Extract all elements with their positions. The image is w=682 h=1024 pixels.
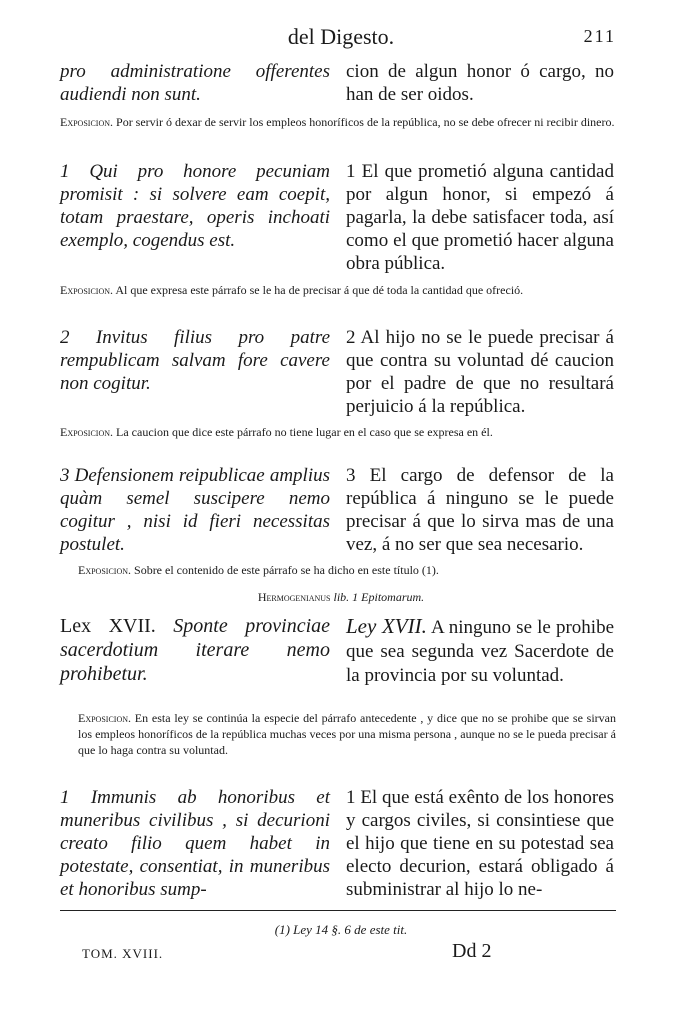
- lex-text-latin: Sponte provinciae sacerdotium iterare nemo prohibetur.: [60, 615, 331, 685]
- footnote-text: (1) Ley 14 §. 6 de este tit.: [274, 922, 408, 937]
- exposicion-label: Exposicion.: [60, 115, 114, 129]
- latin-text-2: 2 Invitus filius pro patre rempublicam salvam fore cavere non cogitur.: [60, 327, 330, 394]
- footnote-divider: [60, 910, 616, 911]
- source-attribution: [0, 590, 682, 605]
- latin-text-4: [60, 614, 330, 686]
- exposicion-label: Exposicion.: [60, 283, 114, 297]
- running-header-title: del Digesto.: [287, 24, 395, 49]
- latin-text-5: 1 Immunis ab honoribus et muneribus civilibus , si decurioni creato filio quem habet in potestate, consentiat, in muneribus et honoribus sump-: [60, 787, 330, 900]
- spanish-text-1: 1 El que prometió alguna cantidad por algun honor, si empezó á pagarla, la debe satisfacer toda, así como el que prometió hacer alguna obra pública.: [346, 161, 614, 274]
- signature-mark: Dd 2: [452, 940, 492, 962]
- spanish-text-2: 2 Al hijo no se le puede precisar á que contra su voluntad dé caucion por el padre de que no resultará perjuicio á la república.: [346, 327, 614, 417]
- exposicion-text: Por servir ó dexar de servir los empleos honoríficos de la república, no se debe ofrecer ni recibir dinero.: [116, 115, 615, 129]
- exposicion-label: Exposicion.: [60, 425, 114, 439]
- footnote: [0, 922, 682, 938]
- exposicion-3: [78, 562, 616, 578]
- spanish-text-5: 1 El que está exênto de los honores y cargos civiles, si consintiese que el hijo que tiene en su potestad sea electo decurion, estará obligado á subministrar al hijo lo ne-: [346, 787, 614, 900]
- page-number: 211: [583, 26, 616, 46]
- exposicion-text: En esta ley se continúa la especie del párrafo antecedente , y dice que no se prohibe que se sirvan los empleos honoríficos de la república muchas veces por una misma persona , aunque no se le pueda precisar á que lo haga contra su voluntad.: [78, 711, 616, 757]
- spanish-text-4: [346, 614, 614, 688]
- exposicion-text: Sobre el contenido de este párrafo se ha dicho en este título (1).: [134, 563, 439, 577]
- lex-heading-spanish: Ley XVII.: [346, 614, 427, 638]
- latin-text-0: pro administratione offerentes audiendi non sunt.: [60, 61, 330, 105]
- source-author: Hermogenianus: [257, 590, 331, 604]
- exposicion-2: [60, 424, 616, 440]
- exposicion-0: [60, 114, 616, 130]
- lex-text-spanish: A ninguno se le prohibe que sea segunda vez Sacerdote de la provincia por su voluntad.: [346, 617, 615, 686]
- exposicion-1: [60, 282, 616, 298]
- latin-text-1: 1 Qui pro honore pecuniam promisit : si solvere eam coepit, totam praestare, operis inchoati exemplo, cogendus est.: [60, 161, 330, 251]
- spanish-text-0: cion de algun honor ó cargo, no han de ser oidos.: [346, 61, 614, 105]
- exposicion-text: La caucion que dice este párrafo no tiene lugar en el caso que se expresa en él.: [116, 425, 493, 439]
- exposicion-label: Exposicion.: [78, 563, 132, 577]
- exposicion-text: Al que expresa este párrafo se le ha de precisar á que dé toda la cantidad que ofreció.: [115, 283, 524, 297]
- source-reference: lib. 1 Epitomarum.: [333, 590, 425, 604]
- spanish-text-3: 3 El cargo de defensor de la república á ninguno se le puede precisar á que lo sirva mas de una vez, á no ser que sea necesario.: [346, 465, 614, 555]
- exposicion-label: Exposicion.: [78, 711, 132, 725]
- latin-text-3: 3 Defensionem reipublicae amplius quàm semel suscipere nemo cogitur , nisi id fieri necessitas postulet.: [60, 465, 330, 555]
- lex-heading-latin: Lex XVII.: [60, 615, 156, 637]
- volume-label: TOM. XVIII.: [82, 946, 164, 961]
- exposicion-4: [78, 710, 616, 758]
